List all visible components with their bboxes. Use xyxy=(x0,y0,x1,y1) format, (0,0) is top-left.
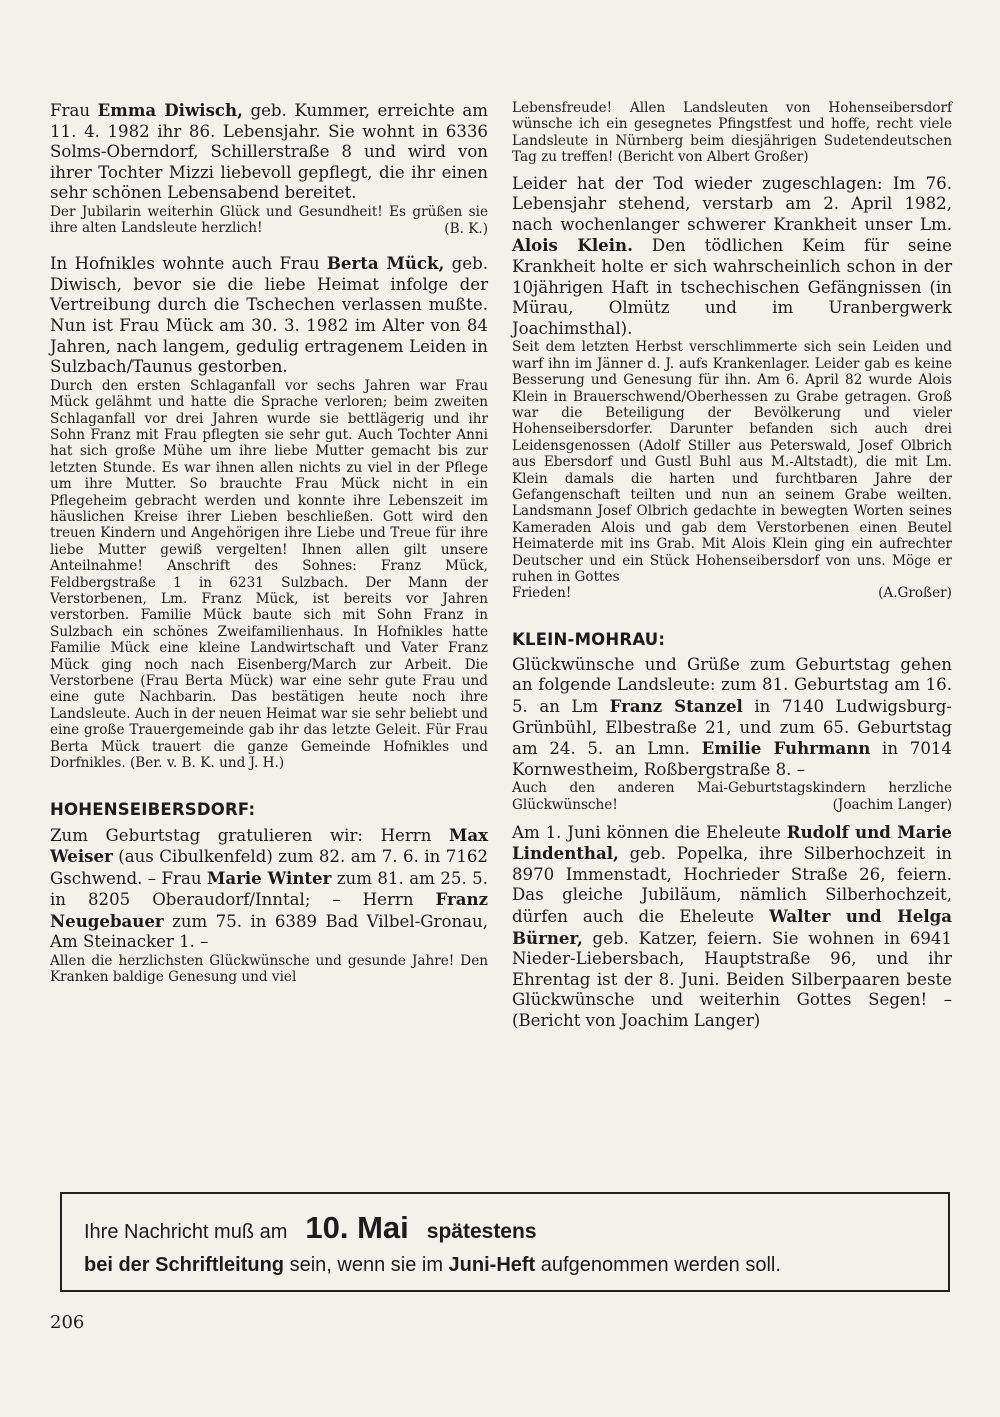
text-run: geb. Kummer, erreichte am 11. 4. 1982 ihr 86. Lebensjahr. Sie wohnt in 6336 Solms-Oberndorf, Schillerstraße 8 und wird von ihrer Tochter Mizzi liebevoll gepflegt, die ihr einen sehr schönen Lebensabend bereitet. xyxy=(50,101,488,203)
article-birthdays-hohenseibersdorf xyxy=(50,825,488,954)
article-diwisch-greeting xyxy=(50,204,488,237)
article-silver-wedding xyxy=(512,822,952,1032)
text-run: sein, wenn sie im xyxy=(284,1254,449,1276)
text-run: (aus Cibulkenfeld) zum 82. am 7. 6. in 7162 Gschwend. – Frau xyxy=(50,847,488,888)
article-klein-closing xyxy=(512,585,952,601)
signature: (A.Großer) xyxy=(878,585,952,602)
article-birthdays-klein-mohrau xyxy=(512,655,952,781)
article-diwisch xyxy=(50,100,488,204)
text-run: Glückwünsche und Grüße zum Geburtstag gehen an folgende Landsleute: zum 81. Geburtstag am 16. 5. an Lm xyxy=(512,654,952,717)
text-run: in 7140 Ludwigsburg-Grünbühl, Elbestraße 21, und zum 65. Geburtstag am 24. 5. an Lmn. xyxy=(512,697,952,759)
text-run: geb. Katzer, feiern. Sie wohnen in 6941 Nieder-Liebersbach, Hauptstraße 96, und ihr Ehrentag ist der 8. Juni. Beiden Silberpaaren beste Glückwünsche und weiterhin Gottes Segen! – (Bericht von Joachim Langer) xyxy=(512,928,952,1030)
article-birthdays-wishes-klein-mohrau: Auch den anderen Mai-Geburtstagskindern herzliche Glückwünsche! xyxy=(512,780,952,813)
deadline-notice-box xyxy=(60,1192,950,1292)
person-name: Alois Klein. xyxy=(512,235,633,256)
page-number: 206 xyxy=(50,1312,85,1333)
text-run: In Hofnikles wohnte auch Frau xyxy=(50,254,327,274)
text-run: Ihre Nachricht muß am xyxy=(84,1221,288,1243)
right-column xyxy=(512,100,952,1032)
article-klein-body: Seit dem letzten Herbst verschlimmerte sich sein Leiden und warf ihn im Jänner d. J. aufs Krankenlager. Leider gab es keine Besserung und Genesung für ihn. Am 6. April 82 wurde Alois Klein in Brauerschwend/Oberhessen zu Grabe getragen. Groß war die Beteiligung der Bevölkerung und vieler Hohenseibersdorfer. Darunter befanden sich auch drei Leidensgenossen (Adolf Stiller aus Peterswald, Josef Olbrich aus Ebersdorf und Gustl Buhl aus M.-Altstadt), die mit Lm. Klein damals die harten und furchtbaren Jahre der Gefangenschaft teilten und nun an seinem Grabe weilten. Landsmann Josef Olbrich gedachte in bewegten Worten seines Kameraden Alois und gab dem Verstorbenen einen Beutel Heimaterde mit ins Grab. Mit Alois Klein ging ein aufrechter Deutscher und ein Stück Hohenseibersdorf von uns. Möge er ruhen in Gottes xyxy=(512,339,952,586)
text-run: zum 75. in 6389 Bad Vilbel-Gronau, Am Steinacker 1. – xyxy=(50,911,488,952)
notice-line-1 xyxy=(84,1210,537,1246)
text-run: zum 81. am 25. 5. in 8205 Oberaudorf/Inntal; – Herrn xyxy=(50,868,488,910)
text-run: spätestens xyxy=(426,1220,537,1243)
person-name: Marie Winter xyxy=(207,867,332,888)
text-run: Zum Geburtstag gratulieren wir: Herrn xyxy=(50,825,449,845)
notice-line-2 xyxy=(84,1254,781,1277)
person-name: Berta Mück, xyxy=(326,253,445,274)
article-mueck-body: Durch den ersten Schlaganfall vor sechs Jahren war Frau Mück gelähmt und hatte die Sprache verloren; beim zweiten Schlaganfall vor drei Jahren wurde sie bettlägerig und ihr Sohn Franz mit Frau pflegten sie sehr gut. Auch Tochter Anni hat sich große Mühe um ihre liebe Mutter gemacht bis zur letzten Stunde. Es war ihnen allen nichts zu viel in der Pflege um ihre Mutter. So brauchte Frau Mück nicht in ein Pflegeheim gebracht werden und konnte ihre Lebenszeit im häuslichen Kreise ihrer Lieben beschließen. Gott wird den treuen Kindern und Angehörigen ihre Liebe und Treue für ihre liebe Mutter gewiß vergelten! Ihnen allen gilt unsere Anteilnahme! Anschrift des Sohnes: Franz Mück, Feldbergstraße 1 in 6231 Sulzbach. Der Mann der Verstorbenen, Lm. Franz Mück, ist bereits vor Jahren verstorben. Familie Mück baute sich mit Sohn Franz in Sulzbach ein schönes Zweifamilienhaus. In Hofnikles hatte Familie Mück eine kleine Landwirtschaft und Vater Franz Mück ging noch nach Eisenberg/March zur Arbeit. Die Verstorbene (Frau Berta Mück) war eine sehr gute Frau und eine gute Nachbarin. Das bestätigen heute noch ihre Landsleute. Auch in der neuen Heimat war sie sehr beliebt und eine große Trauergemeinde gab ihr das letzte Geleit. Für Frau Berta Mück trauert die ganze Gemeinde Hofnikles und Dorfnikles. (Ber. v. B. K. und J. H.) xyxy=(50,377,488,772)
article-klein xyxy=(512,174,952,340)
person-name: Rudolf und Marie Lindenthal, xyxy=(512,821,952,864)
left-column xyxy=(50,100,488,986)
article-mueck xyxy=(50,253,488,378)
text-run: geb. Popelka, ihre Silberhochzeit in 8970 Immenstadt, Hochrieder Straße 26, feiern. Das gleiche Jubiläum, nämlich Silberhochzeit, dürfen auch die Eheleute xyxy=(512,844,952,927)
text-run: bei der Schriftleitung xyxy=(84,1254,285,1276)
text-run: geb. Diwisch, bevor sie die liebe Heimat infolge der Vertreibung durch die Tschechen verlassen mußte. Nun ist Frau Mück am 30. 3. 1982 im Alter von 84 Jahren, nach langem, gedulig ertragenem Leiden in Sulzbach/Taunus gestorben. xyxy=(50,254,488,377)
deadline-date: 10. Mai xyxy=(305,1210,409,1245)
person-name: Max Weiser xyxy=(50,824,488,867)
section-heading-klein-mohrau: KLEIN-MOHRAU: xyxy=(512,629,666,649)
text-run: Leider hat der Tod wieder zugeschlagen: Im 76. Lebensjahr stehend, verstarb am 2. April 1982, nach wochenlanger schwerer Krankheit unser Lm. xyxy=(512,173,952,234)
section-heading-hohenseibersdorf: HOHENSEIBERSDORF: xyxy=(50,799,256,819)
text-run: aufgenommen werden soll. xyxy=(535,1254,781,1276)
signature: (B. K.) xyxy=(444,220,488,237)
text-run: Am 1. Juni können die Eheleute xyxy=(512,822,787,842)
text-run: Den tödlichen Keim für seine Krankheit holte er sich wahrscheinlich schon in der 10jährigen Haft in tschechischen Gefängnissen (in Mürau, Olmütz und im Uranbergwerk Joachimsthal). xyxy=(512,236,952,338)
person-name: Franz Stanzel xyxy=(609,696,743,717)
article-birthdays-wishes: Allen die herzlichsten Glückwünsche und gesunde Jahre! Den Kranken baldige Genesung und viel xyxy=(50,953,488,986)
signature: (Joachim Langer) xyxy=(832,797,952,814)
text-run: Der Jubilarin weiterhin Glück und Gesundheit! Es grüßen sie ihre alten Landsleute herzlich! xyxy=(50,203,488,237)
person-name: Emma Diwisch, xyxy=(97,100,243,120)
text-run: in 7014 Kornwestheim, Roßbergstraße 8. – xyxy=(512,739,952,779)
person-name: Emilie Fuhrmann xyxy=(701,738,871,759)
text-run: Frieden! xyxy=(512,585,572,602)
text-run: Frau xyxy=(50,101,98,120)
person-name: Franz Neugebauer xyxy=(50,889,488,931)
text-run: Juni-Heft xyxy=(448,1254,536,1276)
article-wishes-continued: Lebensfreude! Allen Landsleuten von Hohenseibersdorf wünsche ich ein gesegnetes Pfingstfest und hoffe, recht viele Landsleute in Nürnberg beim diesjährigen Sudetendeutschen Tag zu treffen! (Bericht von Albert Großer) xyxy=(512,100,952,166)
person-name: Walter und Helga Bürner, xyxy=(512,906,952,948)
